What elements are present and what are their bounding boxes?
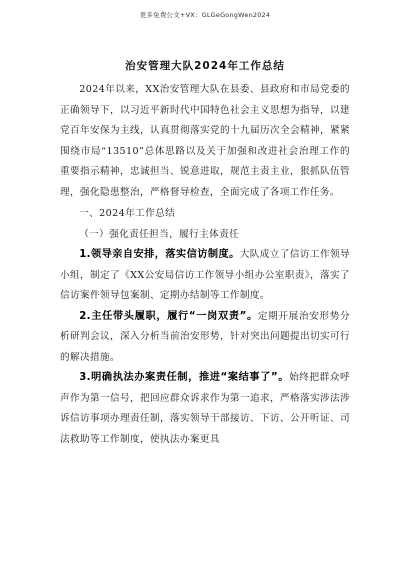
item-lead: 2.主任带头履职，履行“一岗双责”。 [79,310,258,322]
intro-paragraph: 2024年以来，XX治安管理大队在县委、县政府和市局党委的正确领导下，以习近平新时代中国特色社会主义思想为指导，以建党百年安保为主线，认真贯彻落实党的十九届历次全会精神，紧紧围绕市局“13510”总体思路以及关于加强和改进社会治理工作的重要指示精神，忠诚担当、锐意进取，规范主责主业，狠抓队伍管理，强化隐患整治，严格督导检查，全面完成了各项工作任务。 [60,84,350,198]
list-item [60,245,350,307]
subsection-heading: （一）强化责任担当，履行主体责任 [79,228,240,240]
header-note: 更多免费公文+VX：GLGeGongWen2024 [139,11,271,19]
list-item [60,307,350,369]
document-body [60,80,350,450]
item-lead: 1.领导亲自安排，落实信访制度。 [79,249,240,260]
list-item [60,368,350,450]
item-text: 定期开展治安形势分析研判会议，深入分析当前治安形势，针对突出问题提出切实可行的解决措施。 [60,310,350,363]
document-title: 治安管理大队2024年工作总结 [125,60,285,72]
section-heading: 一、2024年工作总结 [79,208,176,219]
item-lead: 3.明确执法办案责任制，推进“案结事了”。 [79,372,290,383]
item-text: 大队成立了信访工作领导小组，制定了《XX公安局信访工作领导小组办公室职责》，落实了信访案件领导包案制、定期办结制等工作制度。 [60,249,351,301]
item-text: 始终把群众呼声作为第一信号，把回应群众诉求作为第一追求，严格落实涉法涉诉信访事项办理责任制，落实领导干部接访、下访、公开听证、司法救助等工作制度，使执法办案更具 [60,372,351,445]
